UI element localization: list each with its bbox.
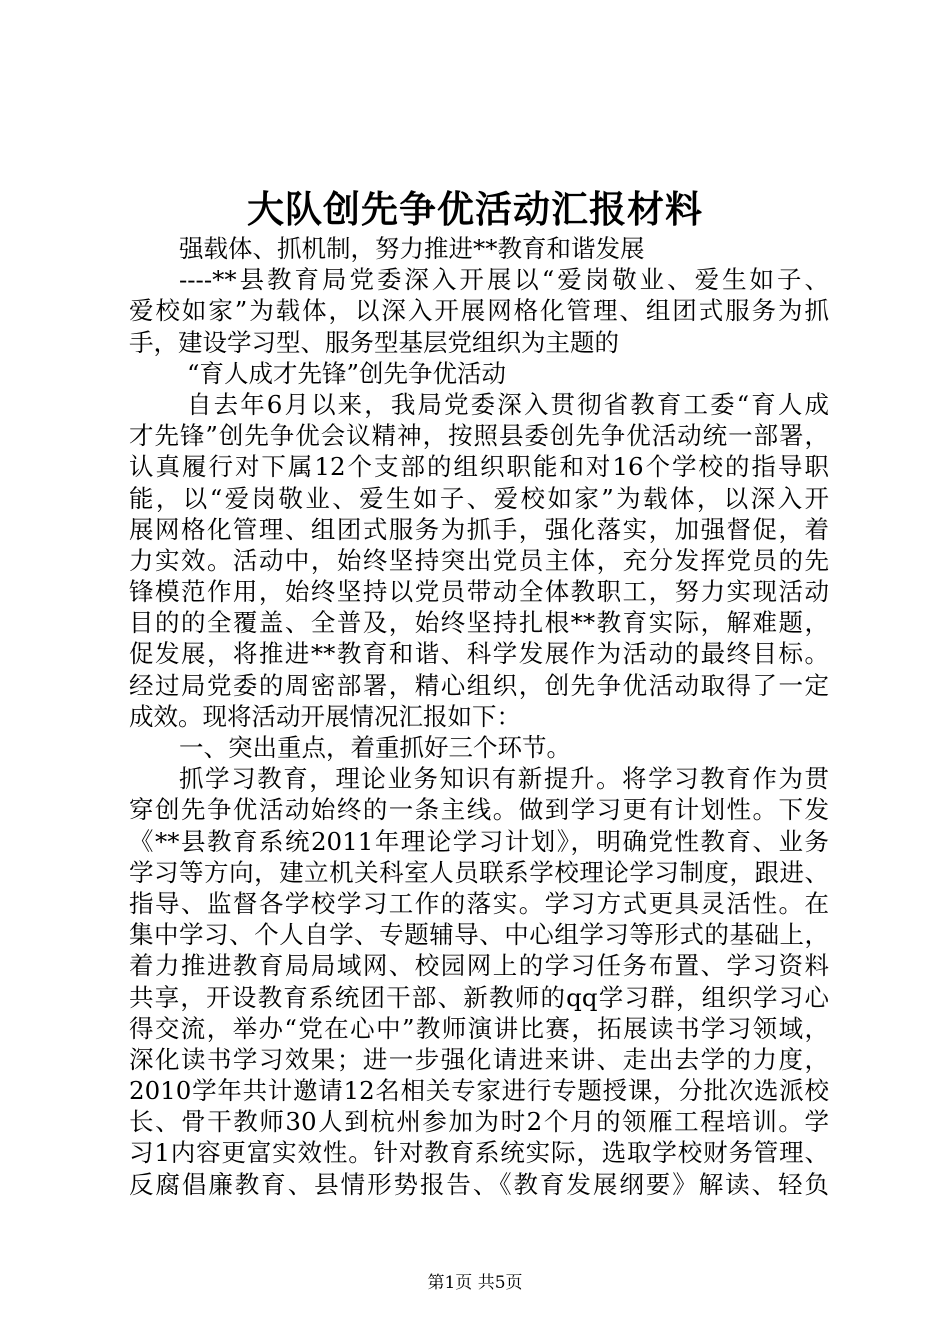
text-line: 习1内容更富实效性。针对教育系统实际，选取学校财务管理、 xyxy=(129,1138,829,1168)
text-line: 指导、监督各学校学习工作的落实。学习方式更具灵活性。在 xyxy=(129,888,829,918)
section-heading: 一、突出重点，着重抓好三个环节。 xyxy=(179,733,571,762)
text-line: 《**县教育系统2011年理论学习计划》，明确党性教育、业务 xyxy=(129,826,829,856)
text-line: 反腐倡廉教育、县情形势报告、《教育发展纲要》解读、轻负 xyxy=(129,1169,829,1199)
document-body xyxy=(129,233,829,1200)
text-line: 共享，开设教育系统团干部、新教师的qq学习群，组织学习心 xyxy=(129,982,829,1012)
text-line: 抓学习教育，理论业务知识有新提升。将学习教育作为贯 xyxy=(179,764,829,794)
text-line: 才先锋”创先争优会议精神，按照县委创先争优活动统一部署， xyxy=(129,421,829,451)
text-line: 长、骨干教师30人到杭州参加为时2个月的领雁工程培训。学 xyxy=(129,1107,829,1137)
text-line: 锋模范作用，始终坚持以党员带动全体教职工，努力实现活动 xyxy=(129,577,829,607)
text-line: 能，以“爱岗敬业、爱生如子、爱校如家”为载体，以深入开 xyxy=(129,483,829,513)
text-line: 认真履行对下属12个支部的组织职能和对16个学校的指导职 xyxy=(129,452,829,482)
text-line: 集中学习、个人自学、专题辅导、中心组学习等形式的基础上， xyxy=(129,920,829,950)
subtitle-line: “育人成才先锋”创先争优活动 xyxy=(187,358,507,388)
text-line: 得交流，举办“党在心中”教师演讲比赛，拓展读书学习领域， xyxy=(129,1013,829,1043)
text-line: 深化读书学习效果；进一步强化请进来讲、走出去学的力度， xyxy=(129,1044,829,1074)
text-line: 目的的全覆盖、全普及，始终坚持扎根**教育实际，解难题， xyxy=(129,608,829,638)
text-line: 2010学年共计邀请12名相关专家进行专题授课，分批次选派校 xyxy=(129,1076,829,1106)
page-footer: 第1页 共5页 xyxy=(427,1273,523,1293)
text-line: ----**县教育局党委深入开展以“爱岗敬业、爱生如子、 xyxy=(179,265,829,295)
text-line: 促发展，将推进**教育和谐、科学发展作为活动的最终目标。 xyxy=(129,639,829,669)
subtitle-line: 强载体、抓机制，努力推进**教育和谐发展 xyxy=(179,234,645,263)
document-title: 大队创先争优活动汇报材料 xyxy=(247,187,703,231)
text-line: 成效。现将活动开展情况汇报如下： xyxy=(129,701,521,731)
text-line: 自去年6月以来，我局党委深入贯彻省教育工委“育人成 xyxy=(187,389,829,419)
text-line: 学习等方向，建立机关科室人员联系学校理论学习制度，跟进、 xyxy=(129,857,829,887)
text-line: 力实效。活动中，始终坚持突出党员主体，充分发挥党员的先 xyxy=(129,545,829,575)
text-line: 爱校如家”为载体，以深入开展网格化管理、组团式服务为抓 xyxy=(129,296,829,326)
text-line: 经过局党委的周密部署，精心组织，创先争优活动取得了一定 xyxy=(129,670,829,700)
text-line: 展网格化管理、组团式服务为抓手，强化落实，加强督促，着 xyxy=(129,514,829,544)
text-line: 穿创先争优活动始终的一条主线。做到学习更有计划性。下发 xyxy=(129,795,829,825)
text-line: 手，建设学习型、服务型基层党组织为主题的 xyxy=(129,327,619,357)
text-line: 着力推进教育局局域网、校园网上的学习任务布置、学习资料 xyxy=(129,951,829,981)
